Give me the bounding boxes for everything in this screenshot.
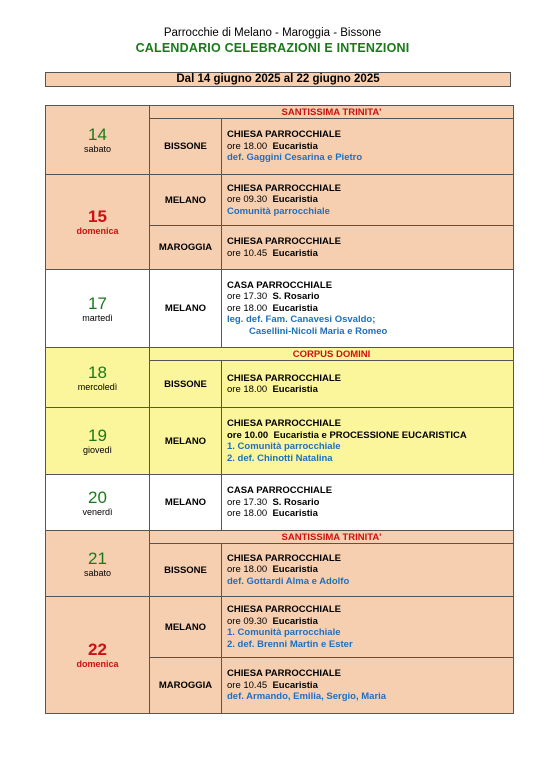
event-details xyxy=(222,658,514,714)
mass-time: ore 09.30 xyxy=(227,194,268,206)
day-cell xyxy=(46,531,150,597)
feast-row xyxy=(46,348,514,361)
rite-name: Eucaristia xyxy=(272,247,318,259)
event-details xyxy=(222,361,514,408)
event-row xyxy=(46,475,514,531)
church-name: CHIESA PARROCCHIALE xyxy=(227,668,342,680)
intention: def. Gottardi Alma e Adolfo xyxy=(227,575,350,587)
event-row xyxy=(46,408,514,475)
day-name: sabato xyxy=(83,144,112,154)
mass-time: ore 17.30 xyxy=(227,496,268,508)
day-name: domenica xyxy=(76,226,119,236)
mass-time: ore 17.30 xyxy=(227,291,268,303)
mass-time: ore 10.00 xyxy=(227,429,269,441)
day-number: 14 xyxy=(88,125,107,144)
day-name: giovedì xyxy=(82,445,113,455)
church-name: CASA PARROCCHIALE xyxy=(227,485,333,497)
rite-name: S. Rosario xyxy=(272,496,320,508)
event-details xyxy=(222,270,514,348)
date-range: Dal 14 giugno 2025 al 22 giugno 2025 xyxy=(45,72,511,87)
day-number: 18 xyxy=(88,362,107,382)
intention: 2. def. Chinotti Natalina xyxy=(227,452,333,464)
rite-name: S. Rosario xyxy=(272,291,320,303)
church-name: CHIESA PARROCCHIALE xyxy=(227,372,342,384)
intention: Casellini-Nicoli Maria e Romeo xyxy=(249,325,388,337)
day-number: 22 xyxy=(88,640,107,659)
event-details xyxy=(222,597,514,658)
day-number: 21 xyxy=(88,548,107,568)
day-name: sabato xyxy=(83,567,112,578)
place-name: BISSONE xyxy=(150,544,222,597)
place-name: BISSONE xyxy=(150,361,222,408)
event-row xyxy=(46,270,514,348)
rite-name: Eucaristia xyxy=(272,384,318,395)
day-number: 15 xyxy=(88,207,107,226)
mass-time: ore 18.00 xyxy=(227,140,268,152)
event-details xyxy=(222,226,514,270)
feast-name: SANTISSIMA TRINITA' xyxy=(150,106,514,119)
feast-name: SANTISSIMA TRINITA' xyxy=(150,531,514,544)
feast-row xyxy=(46,106,514,119)
event-row xyxy=(46,597,514,658)
mass-time: ore 10.45 xyxy=(227,679,268,691)
place-name: MAROGGIA xyxy=(150,226,222,270)
church-name: CHIESA PARROCCHIALE xyxy=(227,552,342,564)
church-name: CASA PARROCCHIALE xyxy=(227,279,333,291)
place-name: MELANO xyxy=(150,597,222,658)
day-number: 17 xyxy=(88,293,107,313)
mass-time: ore 18.00 xyxy=(227,508,268,520)
mass-time: ore 18.00 xyxy=(227,384,268,395)
mass-time: ore 18.00 xyxy=(227,564,268,576)
day-name: mercoledì xyxy=(77,381,118,392)
mass-time: ore 10.45 xyxy=(227,247,268,259)
event-details xyxy=(222,175,514,226)
mass-time: ore 09.30 xyxy=(227,615,268,627)
event-details xyxy=(222,408,514,475)
day-cell xyxy=(46,348,150,408)
intention: def. Gaggini Cesarina e Pietro xyxy=(227,152,363,164)
rite-name: Eucaristia xyxy=(272,564,318,576)
church-name: CHIESA PARROCCHIALE xyxy=(227,418,342,429)
day-name: domenica xyxy=(76,659,119,669)
event-details xyxy=(222,119,514,175)
place-name: MELANO xyxy=(150,175,222,226)
church-name: CHIESA PARROCCHIALE xyxy=(227,236,342,247)
church-name: CHIESA PARROCCHIALE xyxy=(227,129,342,141)
intention: 1. Comunità parrocchiale xyxy=(227,627,341,638)
day-cell xyxy=(46,106,150,175)
feast-name: CORPUS DOMINI xyxy=(150,348,514,361)
mass-time: ore 18.00 xyxy=(227,302,268,314)
intention: 1. Comunità parrocchiale xyxy=(227,441,341,452)
event-details xyxy=(222,475,514,531)
rite-name: Eucaristia xyxy=(272,615,318,627)
day-name: martedì xyxy=(82,312,113,323)
intention: leg. def. Fam. Canavesi Osvaldo; xyxy=(227,314,376,326)
church-name: CHIESA PARROCCHIALE xyxy=(227,604,342,615)
day-cell xyxy=(46,408,150,475)
rite-name: Eucaristia xyxy=(272,679,318,691)
rite-name: Eucaristia xyxy=(272,140,318,152)
event-row xyxy=(46,175,514,226)
day-cell xyxy=(46,597,150,714)
place-name: BISSONE xyxy=(150,119,222,175)
celebrations-table xyxy=(45,105,514,714)
day-number: 20 xyxy=(88,487,107,507)
church-name: CHIESA PARROCCHIALE xyxy=(227,182,342,194)
rite-name: Eucaristia e PROCESSIONE EUCARISTICA xyxy=(273,429,467,441)
day-cell xyxy=(46,175,150,270)
place-name: MAROGGIA xyxy=(150,658,222,714)
calendar-title: CALENDARIO CELEBRAZIONI E INTENZIONI xyxy=(135,41,410,55)
place-name: MELANO xyxy=(150,408,222,475)
intention: def. Armando, Emilia, Sergio, Maria xyxy=(227,691,387,703)
intention: Comunità parrocchiale xyxy=(227,205,330,217)
day-cell xyxy=(46,475,150,531)
rite-name: Eucaristia xyxy=(272,508,318,520)
place-name: MELANO xyxy=(150,475,222,531)
feast-row xyxy=(46,531,514,544)
rite-name: Eucaristia xyxy=(272,194,318,206)
place-name: MELANO xyxy=(150,270,222,348)
day-name: venerdì xyxy=(82,506,113,517)
day-cell xyxy=(46,270,150,348)
day-number: 19 xyxy=(88,426,107,445)
event-details xyxy=(222,544,514,597)
parishes-header: Parrocchie di Melano - Maroggia - Bissone xyxy=(163,27,382,39)
intention: 2. def. Brenni Martin e Ester xyxy=(227,638,353,650)
rite-name: Eucaristia xyxy=(272,302,318,314)
